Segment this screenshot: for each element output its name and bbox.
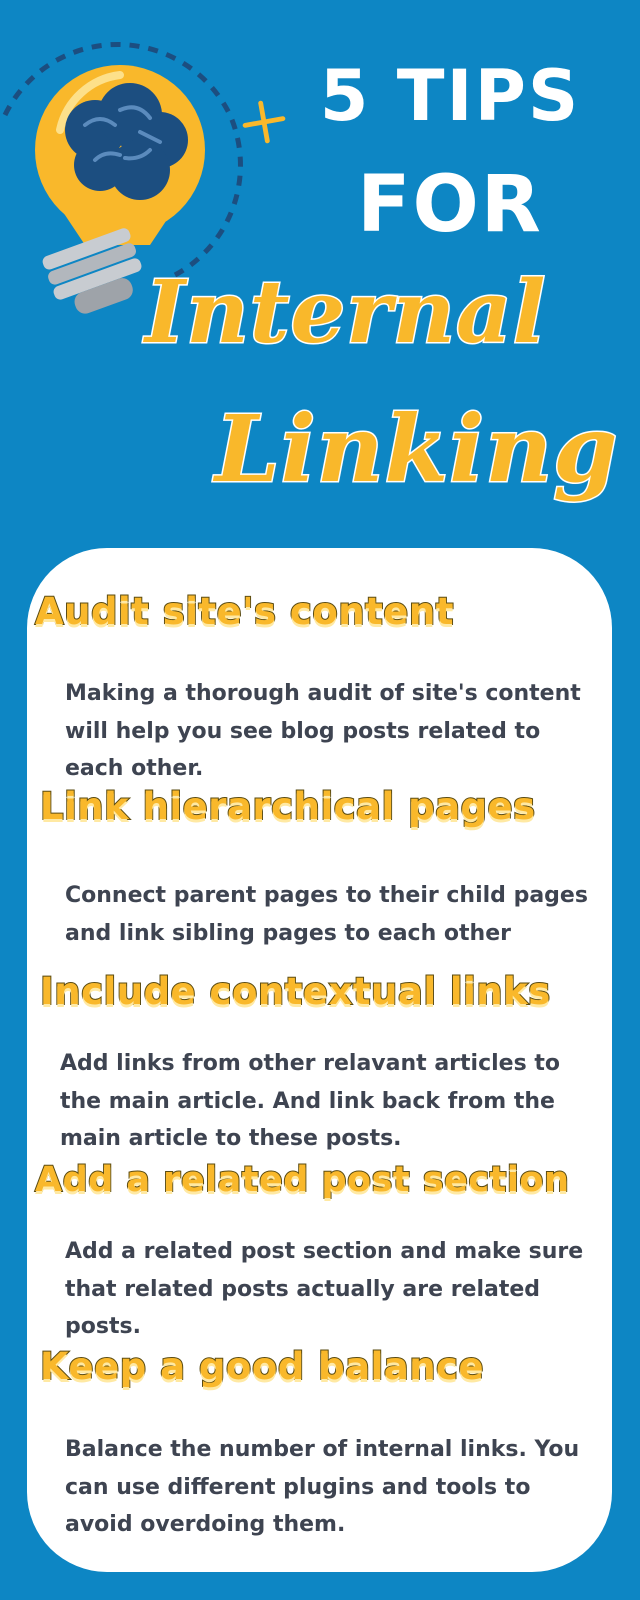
tip-heading-5: Keep a good balance: [40, 1345, 485, 1388]
title-line-1: 5 TIPS: [319, 55, 581, 137]
tip-body-4: Add a related post section and make sure that related posts actually are related posts.: [65, 1239, 584, 1339]
tip-heading-1: Audit site's content: [35, 590, 454, 633]
tip-body-1: Making a thorough audit of site's content will help you see blog posts related to each other.: [65, 681, 581, 781]
tip-body-3: Add links from other relavant articles to the main article. And link back from the main article to these posts.: [60, 1051, 560, 1151]
sparkle-icon: [240, 98, 288, 146]
title-line-4: Linking: [215, 395, 619, 503]
tip-body-2: Connect parent pages to their child pages and link sibling pages to each other: [65, 883, 588, 946]
tip-heading-2: Link hierarchical pages: [40, 785, 536, 828]
tip-heading-4: Add a related post section: [35, 1160, 570, 1200]
title-line-3: Internal: [145, 262, 547, 363]
title-line-2: FOR: [357, 160, 543, 250]
tip-heading-3: Include contextual links: [40, 970, 551, 1013]
tip-body-5: Balance the number of internal links. You can use different plugins and tools to avoid overdoing them.: [65, 1437, 580, 1537]
